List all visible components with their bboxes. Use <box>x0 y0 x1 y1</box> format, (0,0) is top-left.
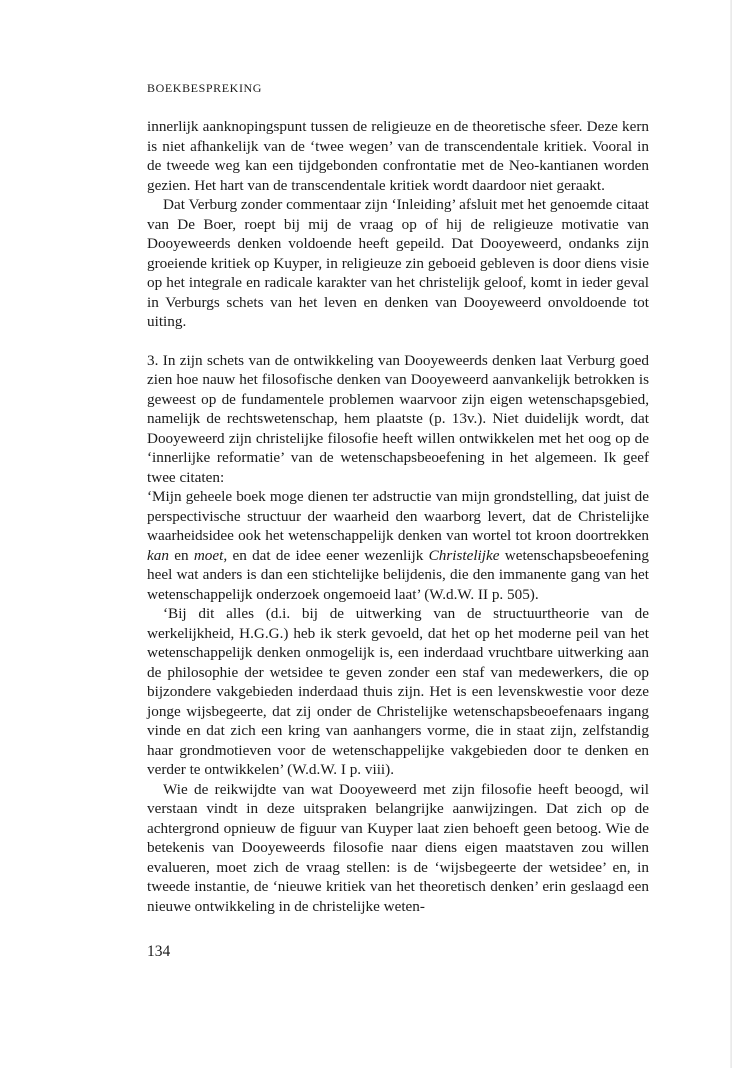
paragraph-reikwijdte: Wie de reikwijdte van wat Dooyeweerd met zijn filosofie heeft beoogd, wil verstaan vindt in deze uitspraken belangrijke aanwijzingen. Dat zich op de achtergrond opnieuw de figuur van Kuyper laat zien behoeft geen betoog. Wie de betekenis van Dooyeweerds filosofie naar diens eigen maatstaven zou willen evalueren, moet zich de vraag stellen: is de ‘wijsbegeerte der wetsidee’ en, in tweede instantie, de ‘nieuwe kritiek van het theoretisch denken’ erin geslaagd een nieuwe ontwikkeling in de christelijke weten- <box>147 780 649 915</box>
quote-first <box>147 487 649 604</box>
quote-first-text-c: wetenschapsbeoefening heel wat anders is dan een stichtelijke belijdenis, die den immanente gang van het wetenschappelijk onderzoek ongemoeid laat’ (W.d.W. II p. 505). <box>147 546 649 603</box>
quote-first-emphasis-moet: moet, <box>193 546 228 564</box>
quote-first-emphasis-christelijke: Christelijke <box>428 546 500 564</box>
page-edge-shadow <box>730 0 732 1068</box>
paragraph-continuation: innerlijk aanknopingspunt tussen de religieuze en de theoretische sfeer. Deze kern is niet afhankelijk van de ‘twee wegen’ van de transcendentale kritiek. Vooral in de tweede weg kan een tijdgebonden confrontatie met de Neo-kantianen worden gezien. Het hart van de transcendentale kritiek wordt daardoor niet geraakt. <box>147 118 649 194</box>
page-number: 134 <box>147 943 171 960</box>
quote-first-text-b: en dat de idee eener wezenlijk <box>227 546 429 564</box>
quote-second: ‘Bij dit alles (d.i. bij de uitwerking van de structuurtheorie van de werkelijkheid, H.G.G.) heb ik sterk gevoeld, dat het op het moderne peil van het wetenschappelijk denken onmogelijk is, een inderdaad vruchtbare uitwerking aan de philosophie der wetsidee te geven zonder een staf van medewerkers, die op bijzondere vakgebieden inderdaad thuis zijn. Het is een levenskwestie voor deze jonge wijsbegeerte, dat zij onder de Christelijke wetenschapsbeoefenaars ingang vinde en dat zich een kring van aanhangers vorme, die in staat zijn, zelfstandig haar grondmotieven voor de wetenschappelijke vakgebieden door te denken en verder te ontwikkelen’ (W.d.W. I p. viii). <box>147 605 649 778</box>
running-header: BOEKBESPREKING <box>147 81 263 95</box>
quote-first-text-a: ‘Mijn geheele boek moge dienen ter adstructie van mijn grondstelling, dat juist de perspectivische structuur der waarheid den waarborg levert, dat de Christelijke waarheidsidee ook het wetenschappelijk denken van wortel tot kroon doortrekken <box>147 488 649 544</box>
paragraph-verburg-commentary: Dat Verburg zonder commentaar zijn ‘Inleiding’ afsluit met het genoemde citaat van De Boer, roept bij mij de vraag op of hij de religieuze motivatie van Dooyeweerds denken voldoende heeft gepeild. Dat Dooyeweerd, ondanks zijn groeiende kritiek op Kuyper, in religieuze zin geboeid gebleven is door diens visie op het integrale en radicale karakter van het christelijk geloof, komt in ieder geval in Verburgs schets van het leven en denken van Dooyeweerd onvoldoende tot uiting. <box>147 196 649 330</box>
paragraph-section-3: 3. In zijn schets van de ontwikkeling van Dooyeweerds denken laat Verburg goed zien hoe nauw het filosofische denken van Dooyeweerd aanvankelijk betrokken is geweest op de fundamentele problemen waarvoor zijn eigen wetenschapsgebied, namelijk de rechtswetenschap, hem plaatste (p. 13v.). Niet duidelijk wordt, dat Dooyeweerd zijn christelijke filosofie heeft willen ontwikkelen met het oog op de ‘innerlijke reformatie’ van de wetenschapsbeoefening in het algemeen. Ik geef twee citaten: <box>147 351 649 486</box>
quote-first-text-en: en <box>168 546 194 564</box>
body-text <box>147 117 649 916</box>
quote-first-emphasis-kan: kan <box>147 546 169 564</box>
